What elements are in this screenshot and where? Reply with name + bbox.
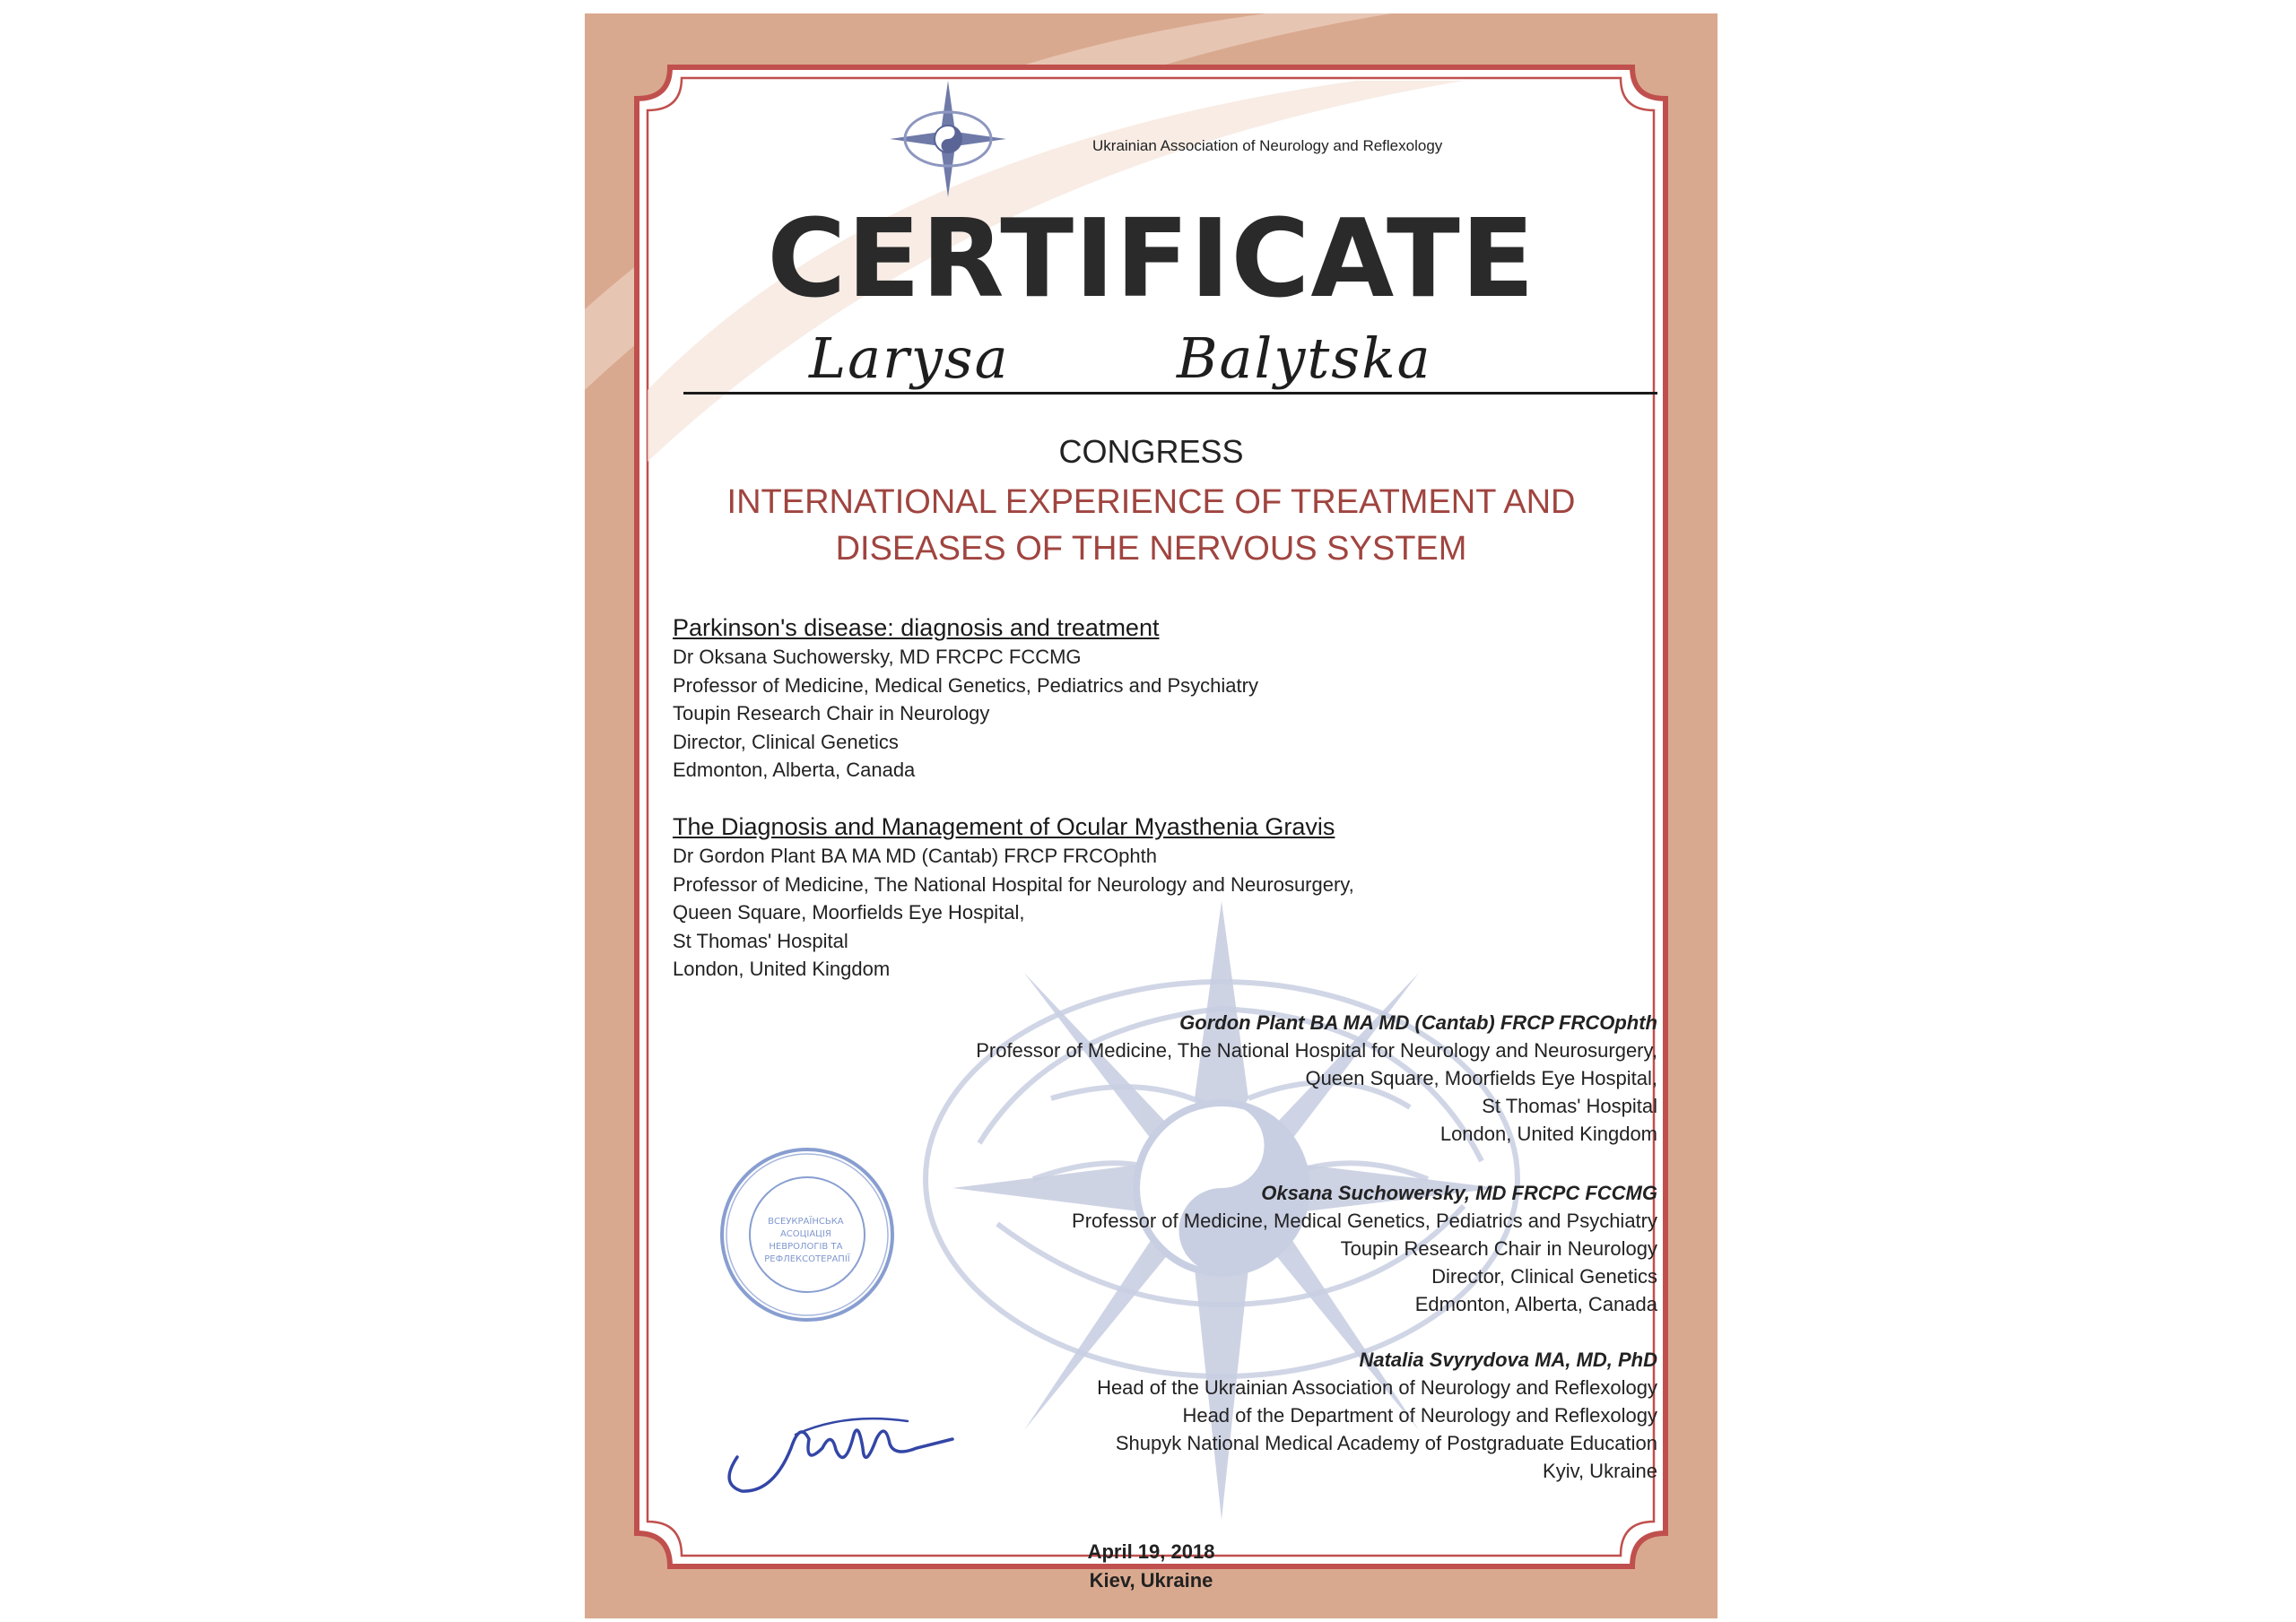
recipient-first-name: Larysa [809, 325, 1010, 391]
lecture-line: Professor of Medicine, The National Hospital for Neurology and Neurosurgery, [673, 872, 1354, 896]
organization-name: Ukrainian Association of Neurology and Reflexology [1092, 137, 1443, 154]
signatory-block [850, 1009, 1657, 1148]
handwritten-signature [710, 1385, 961, 1511]
lecture-line: Queen Square, Moorfields Eye Hospital, [673, 901, 1025, 924]
lecture-line: Toupin Research Chair in Neurology [673, 702, 990, 724]
signatory-name: Natalia Svyrydova MA, MD, PhD [1359, 1349, 1657, 1371]
signatory-block [850, 1346, 1657, 1485]
lecture-line: Professor of Medicine, Medical Genetics, Pediatrics and Psychiatry [673, 673, 1258, 697]
signatory-line: Shupyk National Medical Academy of Postgraduate Education [1115, 1432, 1657, 1454]
certificate-content [585, 13, 1718, 1618]
svg-text:ВСЕУКРАЇНСЬКА АСОЦІА: ВСЕУКРАЇНСЬКА АСОЦІАЦІЯ НЕВРОЛОГІВ ТА РЕФЛЕКСОТЕРАПІЇ [764, 1217, 850, 1264]
signatory-line: Queen Square, Moorfields Eye Hospital, [1305, 1067, 1657, 1089]
event-title-line: DISEASES OF THE NERVOUS SYSTEM [835, 530, 1467, 568]
signatory-line: Director, Clinical Genetics [1431, 1265, 1657, 1288]
footer-date-place [585, 1538, 1718, 1595]
issue-place: Kiev, Ukraine [1089, 1569, 1213, 1592]
lecture-title: The Diagnosis and Management of Ocular Myasthenia Gravis [673, 813, 1335, 840]
signatory-line: St Thomas' Hospital [1482, 1095, 1657, 1117]
lecture-title: Parkinson's disease: diagnosis and treatment [673, 614, 1160, 641]
lecture-line: London, United Kingdom [673, 958, 891, 980]
lecture-line: Dr Oksana Suchowersky, MD FRCPC FCCMG [673, 646, 1082, 668]
lecture-line: Director, Clinical Genetics [673, 730, 899, 753]
signatory-line: Kyiv, Ukraine [1543, 1460, 1657, 1482]
signatory-name: Gordon Plant BA MA MD (Cantab) FRCP FRCOphth [1179, 1011, 1657, 1034]
signatory-block [850, 1179, 1657, 1318]
lecture-line: Dr Gordon Plant BA MA MD (Cantab) FRCP FRCOphth [673, 845, 1157, 867]
congress-label: CONGRESS [1058, 433, 1244, 470]
signatory-line: Professor of Medicine, The National Hospital for Neurology and Neurosurgery, [976, 1039, 1657, 1062]
recipient-underline [683, 392, 1657, 395]
signatory-line: Professor of Medicine, Medical Genetics, Pediatrics and Psychiatry [1072, 1210, 1657, 1232]
signatory-line: London, United Kingdom [1439, 1123, 1657, 1145]
signatory-line: Toupin Research Chair in Neurology [1340, 1237, 1657, 1260]
certificate-sheet [585, 13, 1718, 1618]
lecture-line: St Thomas' Hospital [673, 929, 848, 952]
issue-date: April 19, 2018 [1087, 1540, 1215, 1563]
recipient-last-name: Balytska [1177, 325, 1432, 391]
official-stamp [718, 1145, 897, 1324]
signatory-line: Edmonton, Alberta, Canada [1414, 1293, 1657, 1315]
certificate-title: CERTIFICATE [767, 197, 1535, 322]
lecture-line: Edmonton, Alberta, Canada [673, 759, 916, 781]
signatory-line: Head of the Ukrainian Association of Neurology and Reflexology [1097, 1376, 1657, 1399]
signatory-name: Oksana Suchowersky, MD FRCPC FCCMG [1261, 1182, 1657, 1204]
signatory-line: Head of the Department of Neurology and Reflexology [1182, 1404, 1657, 1427]
lecture-block [673, 811, 1390, 984]
lecture-block [673, 612, 1390, 785]
event-title-line: INTERNATIONAL EXPERIENCE OF TREATMENT AND [726, 483, 1576, 521]
